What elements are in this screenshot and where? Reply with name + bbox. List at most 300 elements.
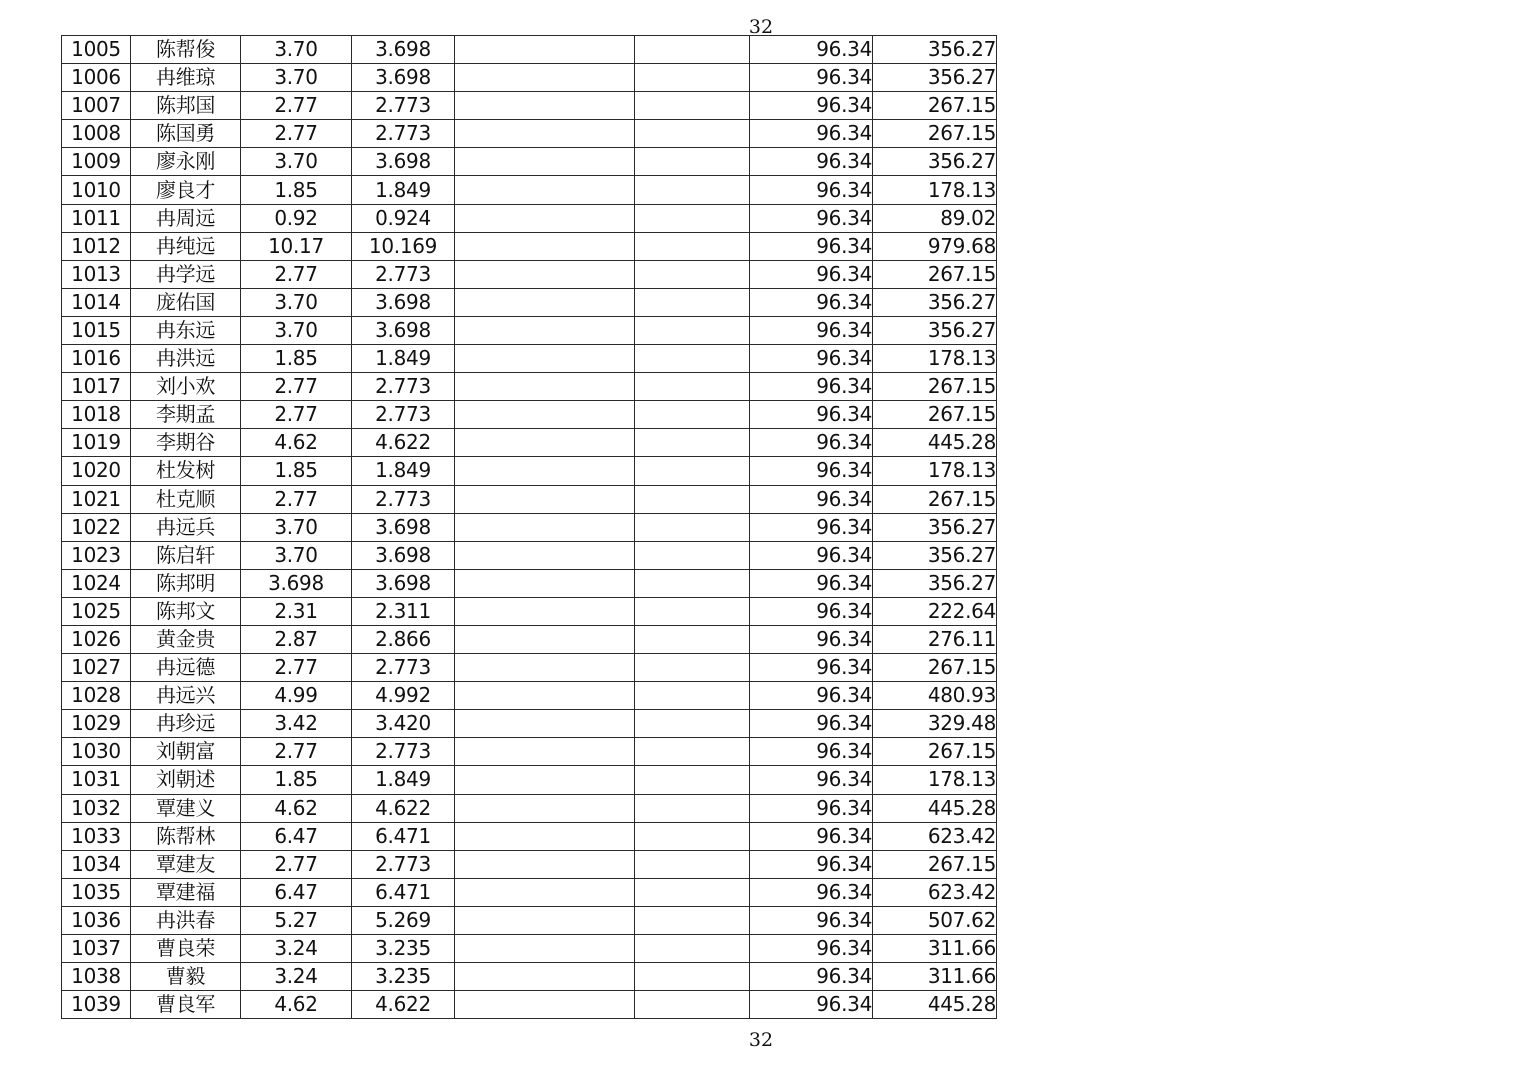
table-row xyxy=(62,597,997,625)
row-area2-cell: 3.698 xyxy=(352,513,455,541)
row-area2-cell: 10.169 xyxy=(352,232,455,260)
row-amount-cell: 480.93 xyxy=(873,682,997,710)
row-name-cell: 刘朝述 xyxy=(131,766,241,794)
row-name-cell: 刘朝富 xyxy=(131,738,241,766)
row-blank2-cell xyxy=(635,485,750,513)
row-name-cell: 陈帮俊 xyxy=(131,36,241,64)
row-area1-cell: 6.47 xyxy=(241,878,352,906)
row-area1-cell: 3.70 xyxy=(241,541,352,569)
row-area2-cell: 6.471 xyxy=(352,878,455,906)
row-area2-cell: 3.698 xyxy=(352,569,455,597)
row-area2-cell: 2.311 xyxy=(352,597,455,625)
table-row xyxy=(62,513,997,541)
row-amount-cell: 507.62 xyxy=(873,906,997,934)
row-blank2-cell xyxy=(635,120,750,148)
row-amount-cell: 356.27 xyxy=(873,513,997,541)
row-amount-cell: 356.27 xyxy=(873,316,997,344)
row-amount-cell: 267.15 xyxy=(873,260,997,288)
table-row xyxy=(62,766,997,794)
row-blank2-cell xyxy=(635,148,750,176)
table-row xyxy=(62,260,997,288)
row-amount-cell: 445.28 xyxy=(873,991,997,1019)
row-area2-cell: 5.269 xyxy=(352,906,455,934)
row-blank2-cell xyxy=(635,541,750,569)
row-blank2-cell xyxy=(635,260,750,288)
row-area2-cell: 3.420 xyxy=(352,710,455,738)
row-amount-cell: 178.13 xyxy=(873,345,997,373)
row-id-cell: 1028 xyxy=(62,682,131,710)
table-row xyxy=(62,176,997,204)
row-name-cell: 冉周远 xyxy=(131,204,241,232)
row-rate-cell: 96.34 xyxy=(750,148,873,176)
row-id-cell: 1029 xyxy=(62,710,131,738)
row-rate-cell: 96.34 xyxy=(750,260,873,288)
row-blank2-cell xyxy=(635,288,750,316)
row-blank2-cell xyxy=(635,597,750,625)
row-blank1-cell xyxy=(455,260,635,288)
row-blank2-cell xyxy=(635,682,750,710)
row-id-cell: 1035 xyxy=(62,878,131,906)
row-area1-cell: 1.85 xyxy=(241,766,352,794)
row-blank1-cell xyxy=(455,541,635,569)
row-amount-cell: 178.13 xyxy=(873,176,997,204)
table-row xyxy=(62,316,997,344)
row-amount-cell: 329.48 xyxy=(873,710,997,738)
row-blank1-cell xyxy=(455,176,635,204)
row-area2-cell: 4.622 xyxy=(352,429,455,457)
row-id-cell: 1033 xyxy=(62,822,131,850)
row-id-cell: 1036 xyxy=(62,906,131,934)
row-id-cell: 1027 xyxy=(62,654,131,682)
row-rate-cell: 96.34 xyxy=(750,316,873,344)
row-blank1-cell xyxy=(455,64,635,92)
row-blank1-cell xyxy=(455,288,635,316)
row-blank2-cell xyxy=(635,794,750,822)
row-rate-cell: 96.34 xyxy=(750,120,873,148)
row-area2-cell: 2.773 xyxy=(352,850,455,878)
row-blank1-cell xyxy=(455,316,635,344)
row-amount-cell: 222.64 xyxy=(873,597,997,625)
row-area2-cell: 3.698 xyxy=(352,148,455,176)
table-row xyxy=(62,682,997,710)
table-row xyxy=(62,204,997,232)
row-rate-cell: 96.34 xyxy=(750,429,873,457)
row-blank1-cell xyxy=(455,682,635,710)
row-amount-cell: 356.27 xyxy=(873,541,997,569)
table-row xyxy=(62,963,997,991)
row-rate-cell: 96.34 xyxy=(750,345,873,373)
row-area2-cell: 3.698 xyxy=(352,541,455,569)
row-name-cell: 冉纯远 xyxy=(131,232,241,260)
row-name-cell: 杜发树 xyxy=(131,457,241,485)
row-id-cell: 1022 xyxy=(62,513,131,541)
row-area2-cell: 4.992 xyxy=(352,682,455,710)
row-rate-cell: 96.34 xyxy=(750,513,873,541)
row-id-cell: 1013 xyxy=(62,260,131,288)
page-number-bottom-text: 32 xyxy=(748,1029,774,1051)
row-id-cell: 1012 xyxy=(62,232,131,260)
row-name-cell: 冉珍远 xyxy=(131,710,241,738)
table-row xyxy=(62,906,997,934)
table-row xyxy=(62,373,997,401)
row-area2-cell: 3.698 xyxy=(352,64,455,92)
row-rate-cell: 96.34 xyxy=(750,36,873,64)
row-rate-cell: 96.34 xyxy=(750,822,873,850)
row-blank1-cell xyxy=(455,232,635,260)
row-rate-cell: 96.34 xyxy=(750,597,873,625)
ledger-table xyxy=(61,35,997,1019)
table-row xyxy=(62,541,997,569)
row-rate-cell: 96.34 xyxy=(750,878,873,906)
ledger-body xyxy=(62,36,997,1019)
row-id-cell: 1039 xyxy=(62,991,131,1019)
row-rate-cell: 96.34 xyxy=(750,288,873,316)
row-rate-cell: 96.34 xyxy=(750,682,873,710)
row-area2-cell: 2.773 xyxy=(352,485,455,513)
row-area1-cell: 3.70 xyxy=(241,513,352,541)
page-number-top-text: 32 xyxy=(748,16,774,38)
row-amount-cell: 276.11 xyxy=(873,625,997,653)
row-rate-cell: 96.34 xyxy=(750,457,873,485)
row-blank1-cell xyxy=(455,373,635,401)
row-blank1-cell xyxy=(455,935,635,963)
row-blank1-cell xyxy=(455,345,635,373)
row-blank2-cell xyxy=(635,36,750,64)
table-row xyxy=(62,569,997,597)
row-area1-cell: 2.77 xyxy=(241,373,352,401)
row-name-cell: 杜克顺 xyxy=(131,485,241,513)
row-area1-cell: 4.62 xyxy=(241,429,352,457)
row-area1-cell: 10.17 xyxy=(241,232,352,260)
row-area2-cell: 0.924 xyxy=(352,204,455,232)
row-blank1-cell xyxy=(455,906,635,934)
row-blank2-cell xyxy=(635,963,750,991)
row-blank2-cell xyxy=(635,92,750,120)
row-rate-cell: 96.34 xyxy=(750,766,873,794)
row-blank1-cell xyxy=(455,738,635,766)
row-blank2-cell xyxy=(635,738,750,766)
row-name-cell: 庞佑国 xyxy=(131,288,241,316)
row-id-cell: 1005 xyxy=(62,36,131,64)
row-amount-cell: 267.15 xyxy=(873,92,997,120)
row-name-cell: 曹良荣 xyxy=(131,935,241,963)
row-name-cell: 廖永刚 xyxy=(131,148,241,176)
row-id-cell: 1010 xyxy=(62,176,131,204)
row-amount-cell: 311.66 xyxy=(873,935,997,963)
row-area1-cell: 1.85 xyxy=(241,176,352,204)
table-row xyxy=(62,345,997,373)
row-blank2-cell xyxy=(635,822,750,850)
table-row xyxy=(62,625,997,653)
row-amount-cell: 89.02 xyxy=(873,204,997,232)
row-blank2-cell xyxy=(635,906,750,934)
row-name-cell: 冉远兴 xyxy=(131,682,241,710)
row-amount-cell: 267.15 xyxy=(873,120,997,148)
row-rate-cell: 96.34 xyxy=(750,738,873,766)
row-area2-cell: 3.235 xyxy=(352,935,455,963)
row-rate-cell: 96.34 xyxy=(750,963,873,991)
row-id-cell: 1034 xyxy=(62,850,131,878)
table-row xyxy=(62,654,997,682)
table-row xyxy=(62,401,997,429)
row-rate-cell: 96.34 xyxy=(750,401,873,429)
row-area1-cell: 3.24 xyxy=(241,963,352,991)
row-blank2-cell xyxy=(635,429,750,457)
row-amount-cell: 356.27 xyxy=(873,288,997,316)
row-area2-cell: 1.849 xyxy=(352,457,455,485)
row-area2-cell: 2.773 xyxy=(352,738,455,766)
table-row xyxy=(62,485,997,513)
row-blank1-cell xyxy=(455,92,635,120)
row-rate-cell: 96.34 xyxy=(750,625,873,653)
row-blank2-cell xyxy=(635,878,750,906)
row-area2-cell: 3.698 xyxy=(352,316,455,344)
row-area1-cell: 4.62 xyxy=(241,991,352,1019)
row-name-cell: 冉洪远 xyxy=(131,345,241,373)
row-area1-cell: 3.70 xyxy=(241,148,352,176)
row-blank2-cell xyxy=(635,625,750,653)
row-id-cell: 1007 xyxy=(62,92,131,120)
row-area1-cell: 5.27 xyxy=(241,906,352,934)
row-blank2-cell xyxy=(635,569,750,597)
row-id-cell: 1021 xyxy=(62,485,131,513)
row-rate-cell: 96.34 xyxy=(750,204,873,232)
row-blank1-cell xyxy=(455,850,635,878)
row-area1-cell: 2.77 xyxy=(241,654,352,682)
row-blank1-cell xyxy=(455,485,635,513)
row-area2-cell: 2.773 xyxy=(352,260,455,288)
row-blank2-cell xyxy=(635,316,750,344)
row-blank1-cell xyxy=(455,597,635,625)
row-blank2-cell xyxy=(635,373,750,401)
row-amount-cell: 267.15 xyxy=(873,850,997,878)
row-rate-cell: 96.34 xyxy=(750,991,873,1019)
row-id-cell: 1008 xyxy=(62,120,131,148)
row-blank1-cell xyxy=(455,148,635,176)
row-area2-cell: 2.773 xyxy=(352,92,455,120)
row-amount-cell: 356.27 xyxy=(873,36,997,64)
table-row xyxy=(62,36,997,64)
row-area1-cell: 2.77 xyxy=(241,260,352,288)
table-row xyxy=(62,738,997,766)
row-area1-cell: 1.85 xyxy=(241,345,352,373)
row-id-cell: 1024 xyxy=(62,569,131,597)
row-area2-cell: 2.773 xyxy=(352,120,455,148)
row-area1-cell: 3.70 xyxy=(241,36,352,64)
table-row xyxy=(62,120,997,148)
row-blank1-cell xyxy=(455,120,635,148)
row-id-cell: 1006 xyxy=(62,64,131,92)
row-area1-cell: 6.47 xyxy=(241,822,352,850)
row-area1-cell: 3.70 xyxy=(241,288,352,316)
row-name-cell: 冉远德 xyxy=(131,654,241,682)
row-name-cell: 曹良军 xyxy=(131,991,241,1019)
row-amount-cell: 267.15 xyxy=(873,654,997,682)
row-rate-cell: 96.34 xyxy=(750,850,873,878)
row-amount-cell: 267.15 xyxy=(873,738,997,766)
row-area1-cell: 2.31 xyxy=(241,597,352,625)
row-area1-cell: 3.698 xyxy=(241,569,352,597)
row-blank1-cell xyxy=(455,963,635,991)
row-area1-cell: 3.24 xyxy=(241,935,352,963)
row-blank2-cell xyxy=(635,654,750,682)
row-area2-cell: 2.773 xyxy=(352,654,455,682)
row-name-cell: 李期谷 xyxy=(131,429,241,457)
row-blank1-cell xyxy=(455,457,635,485)
row-area1-cell: 0.92 xyxy=(241,204,352,232)
row-blank1-cell xyxy=(455,766,635,794)
row-blank1-cell xyxy=(455,991,635,1019)
row-name-cell: 冉东远 xyxy=(131,316,241,344)
row-rate-cell: 96.34 xyxy=(750,64,873,92)
row-id-cell: 1023 xyxy=(62,541,131,569)
row-amount-cell: 267.15 xyxy=(873,485,997,513)
row-id-cell: 1015 xyxy=(62,316,131,344)
row-name-cell: 冉洪春 xyxy=(131,906,241,934)
row-name-cell: 李期孟 xyxy=(131,401,241,429)
row-id-cell: 1038 xyxy=(62,963,131,991)
row-area1-cell: 2.77 xyxy=(241,850,352,878)
row-blank2-cell xyxy=(635,766,750,794)
row-blank2-cell xyxy=(635,457,750,485)
row-amount-cell: 178.13 xyxy=(873,457,997,485)
row-amount-cell: 356.27 xyxy=(873,64,997,92)
row-rate-cell: 96.34 xyxy=(750,176,873,204)
row-id-cell: 1014 xyxy=(62,288,131,316)
table-row xyxy=(62,794,997,822)
row-area2-cell: 4.622 xyxy=(352,794,455,822)
row-name-cell: 廖良才 xyxy=(131,176,241,204)
row-blank2-cell xyxy=(635,991,750,1019)
row-name-cell: 陈帮林 xyxy=(131,822,241,850)
row-area1-cell: 2.77 xyxy=(241,485,352,513)
row-area2-cell: 1.849 xyxy=(352,345,455,373)
row-amount-cell: 445.28 xyxy=(873,794,997,822)
row-area2-cell: 1.849 xyxy=(352,176,455,204)
row-name-cell: 覃建义 xyxy=(131,794,241,822)
row-amount-cell: 623.42 xyxy=(873,822,997,850)
row-amount-cell: 311.66 xyxy=(873,963,997,991)
row-id-cell: 1032 xyxy=(62,794,131,822)
row-area2-cell: 1.849 xyxy=(352,766,455,794)
row-blank1-cell xyxy=(455,429,635,457)
table-row xyxy=(62,991,997,1019)
row-amount-cell: 979.68 xyxy=(873,232,997,260)
table-row xyxy=(62,288,997,316)
row-area2-cell: 3.235 xyxy=(352,963,455,991)
row-id-cell: 1031 xyxy=(62,766,131,794)
row-id-cell: 1037 xyxy=(62,935,131,963)
table-row xyxy=(62,64,997,92)
row-name-cell: 陈邦明 xyxy=(131,569,241,597)
row-blank2-cell xyxy=(635,232,750,260)
row-name-cell: 陈启轩 xyxy=(131,541,241,569)
table-row xyxy=(62,822,997,850)
row-amount-cell: 356.27 xyxy=(873,148,997,176)
table-row xyxy=(62,710,997,738)
table-row xyxy=(62,429,997,457)
row-amount-cell: 445.28 xyxy=(873,429,997,457)
row-rate-cell: 96.34 xyxy=(750,373,873,401)
row-blank1-cell xyxy=(455,513,635,541)
row-name-cell: 冉远兵 xyxy=(131,513,241,541)
row-name-cell: 冉维琼 xyxy=(131,64,241,92)
table-row xyxy=(62,148,997,176)
row-amount-cell: 356.27 xyxy=(873,569,997,597)
row-name-cell: 覃建福 xyxy=(131,878,241,906)
row-rate-cell: 96.34 xyxy=(750,569,873,597)
row-area1-cell: 3.70 xyxy=(241,64,352,92)
row-blank2-cell xyxy=(635,850,750,878)
row-area1-cell: 1.85 xyxy=(241,457,352,485)
row-id-cell: 1011 xyxy=(62,204,131,232)
row-amount-cell: 267.15 xyxy=(873,401,997,429)
row-blank2-cell xyxy=(635,710,750,738)
table-row xyxy=(62,232,997,260)
row-area1-cell: 4.99 xyxy=(241,682,352,710)
row-blank1-cell xyxy=(455,794,635,822)
row-id-cell: 1019 xyxy=(62,429,131,457)
row-area1-cell: 3.42 xyxy=(241,710,352,738)
row-area1-cell: 2.77 xyxy=(241,120,352,148)
row-id-cell: 1018 xyxy=(62,401,131,429)
row-area2-cell: 3.698 xyxy=(352,288,455,316)
row-area1-cell: 2.77 xyxy=(241,738,352,766)
row-area1-cell: 3.70 xyxy=(241,316,352,344)
row-name-cell: 黄金贵 xyxy=(131,625,241,653)
row-blank1-cell xyxy=(455,569,635,597)
row-blank2-cell xyxy=(635,64,750,92)
row-area1-cell: 2.87 xyxy=(241,625,352,653)
row-rate-cell: 96.34 xyxy=(750,485,873,513)
row-rate-cell: 96.34 xyxy=(750,232,873,260)
row-area1-cell: 2.77 xyxy=(241,92,352,120)
row-id-cell: 1025 xyxy=(62,597,131,625)
row-rate-cell: 96.34 xyxy=(750,710,873,738)
table-row xyxy=(62,878,997,906)
row-amount-cell: 623.42 xyxy=(873,878,997,906)
row-blank2-cell xyxy=(635,204,750,232)
row-area2-cell: 3.698 xyxy=(352,36,455,64)
row-id-cell: 1030 xyxy=(62,738,131,766)
row-blank2-cell xyxy=(635,935,750,963)
table-row xyxy=(62,935,997,963)
row-blank2-cell xyxy=(635,513,750,541)
row-area1-cell: 2.77 xyxy=(241,401,352,429)
row-id-cell: 1016 xyxy=(62,345,131,373)
row-blank1-cell xyxy=(455,625,635,653)
row-amount-cell: 267.15 xyxy=(873,373,997,401)
row-name-cell: 曹毅 xyxy=(131,963,241,991)
row-name-cell: 陈邦文 xyxy=(131,597,241,625)
table-row xyxy=(62,457,997,485)
row-id-cell: 1026 xyxy=(62,625,131,653)
row-blank1-cell xyxy=(455,204,635,232)
row-blank1-cell xyxy=(455,878,635,906)
row-rate-cell: 96.34 xyxy=(750,654,873,682)
row-blank1-cell xyxy=(455,654,635,682)
row-area2-cell: 6.471 xyxy=(352,822,455,850)
row-area2-cell: 2.773 xyxy=(352,401,455,429)
row-rate-cell: 96.34 xyxy=(750,92,873,120)
row-name-cell: 覃建友 xyxy=(131,850,241,878)
row-name-cell: 刘小欢 xyxy=(131,373,241,401)
row-rate-cell: 96.34 xyxy=(750,906,873,934)
row-area1-cell: 4.62 xyxy=(241,794,352,822)
row-name-cell: 陈国勇 xyxy=(131,120,241,148)
row-name-cell: 冉学远 xyxy=(131,260,241,288)
row-blank1-cell xyxy=(455,822,635,850)
